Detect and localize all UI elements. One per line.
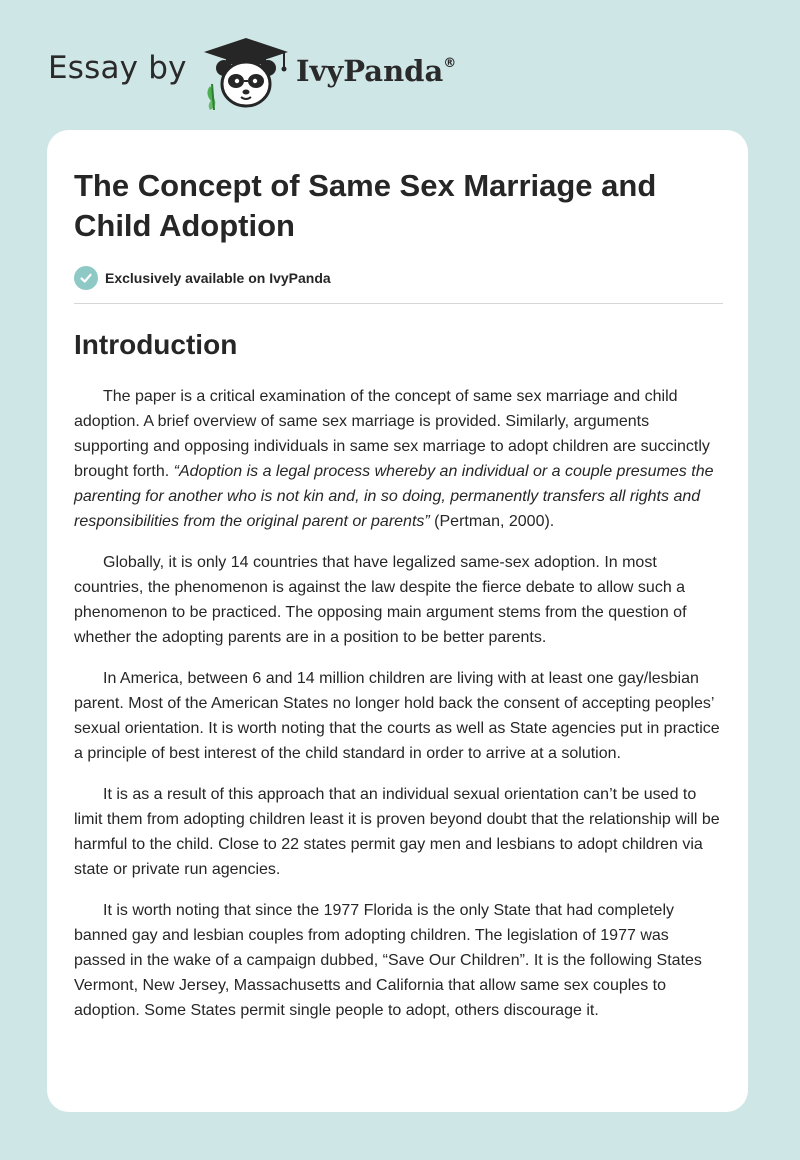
brand-text: IvyPanda xyxy=(296,54,444,88)
check-icon xyxy=(74,266,98,290)
paragraph-1-end: (Pertman, 2000). xyxy=(429,513,555,530)
paragraph-1 xyxy=(74,384,724,534)
badge-label: Exclusively available on IvyPanda xyxy=(105,270,331,286)
paragraph-3: In America, between 6 and 14 million children are living with at least one gay/lesbian parent. Most of the American States no longer hold back the consent of accepting peoples’ sexual orientation. It is worth noting that the courts as well as State agencies put in practice a principle of best interest of the child standard in order to arrive at a solution. xyxy=(74,670,720,762)
registered-mark: ® xyxy=(443,56,457,71)
brand-name[interactable] xyxy=(296,54,456,88)
essay-card xyxy=(47,130,748,1112)
page-title: The Concept of Same Sex Marriage and Child Adoption xyxy=(74,168,657,243)
essay-by-label: Essay by xyxy=(48,50,187,86)
header xyxy=(0,0,800,120)
paragraph-1-start: The paper is a critical examination of the concept of same sex marriage and child adoption. A brief overview of same sex marriage is provided. Similarly, arguments supporting and opposing individuals in same sex marriage to adopt children are succinctly brought forth. xyxy=(74,388,710,480)
divider xyxy=(74,303,723,304)
panda-logo-icon[interactable] xyxy=(200,36,292,110)
exclusive-badge xyxy=(74,266,724,290)
essay-content xyxy=(74,166,724,1023)
section-heading: Introduction xyxy=(74,329,238,360)
paragraph-2: Globally, it is only 14 countries that have legalized same-sex adoption. In most countries, the phenomenon is against the law despite the fierce debate to allow such a phenomenon to be practiced. The opposing main argument stems from the question of whether the adopting parents are in a position to be better parents. xyxy=(74,554,687,646)
paragraph-1-quote: “Adoption is a legal process whereby an individual or a couple presumes the parenting for another who is not kin and, in so doing, permanently transfers all rights and responsibilities from the original parent or parents” xyxy=(74,463,714,530)
paragraph-5: It is worth noting that since the 1977 Florida is the only State that had completely banned gay and lesbian couples from adopting children. The legislation of 1977 was passed in the wake of a campaign dubbed, “Save Our Children”. It is the following States Vermont, New Jersey, Massachusetts and California that allow same sex couples to adoption. Some States permit single people to adopt, others discourage it. xyxy=(74,902,702,1019)
paragraph-4: It is as a result of this approach that an individual sexual orientation can’t be used to limit them from adopting children least it is proven beyond doubt that the relationship will be harmful to the child. Close to 22 states permit gay men and lesbians to adopt children via state or private run agencies. xyxy=(74,786,720,878)
